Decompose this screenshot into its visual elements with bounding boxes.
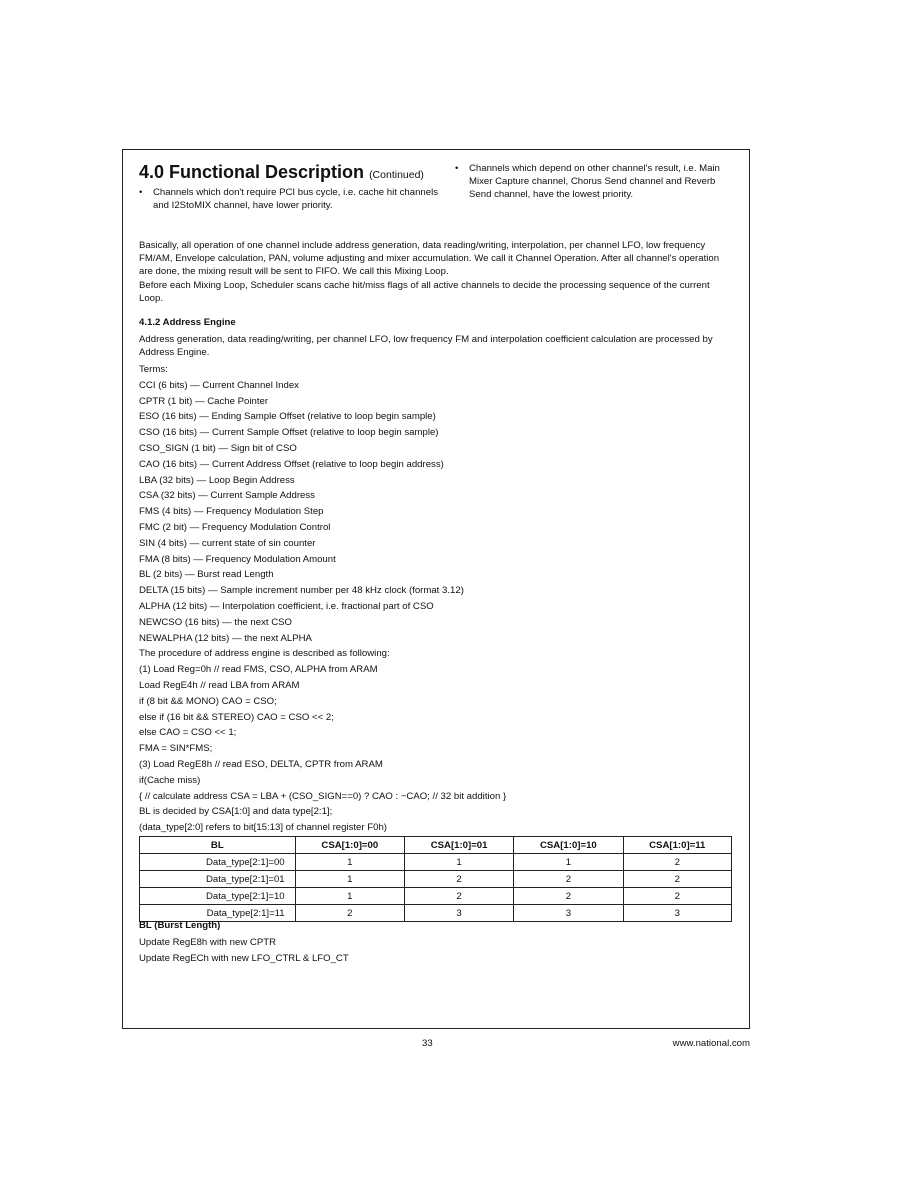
table-cell: Data_type[2:1]=00 [140,854,296,871]
text-line: Load RegE4h // read LBA from ARAM [139,679,300,691]
table-header: CSA[1:0]=11 [623,837,731,854]
table-cell: 1 [295,854,404,871]
text-line: FMS (4 bits) — Frequency Modulation Step [139,506,324,518]
table-cell: 2 [514,871,623,888]
text-line: CAO (16 bits) — Current Address Offset (relative to loop begin address) [139,458,444,470]
table-cell: 3 [404,905,513,922]
table-cell: 2 [295,905,404,922]
page-number: 33 [422,1038,433,1049]
text-line: Terms: [139,364,168,375]
table-header: BL [140,837,296,854]
table-row [140,871,732,888]
table-cell: 1 [295,888,404,905]
bullet-list-left [139,186,439,212]
bullet-item: • Channels which don't require PCI bus cycle, i.e. cache hit channels and I2StoMIX channel, have lower priority. [139,186,439,212]
text-line: BL is decided by CSA[1:0] and data type[2:1]; [139,806,333,818]
text-line: BL (2 bits) — Burst read Length [139,569,274,581]
burst-length-table [139,836,732,922]
post-table-list [139,935,349,967]
table-cell: 3 [623,905,731,922]
text-line: CCI (6 bits) — Current Channel Index [139,379,299,391]
text-line: CPTR (1 bit) — Cache Pointer [139,395,269,407]
table-cell: Data_type[2:1]=01 [140,871,296,888]
paragraph-mixing-loop: Before each Mixing Loop, Scheduler scans cache hit/miss flags of all active channels to decide the processing sequence of the current Loop. [139,280,710,305]
text-line: FMA (8 bits) — Frequency Modulation Amount [139,553,336,565]
text-line: CSO (16 bits) — Current Sample Offset (relative to loop begin sample) [139,427,439,439]
table-cell: 3 [514,905,623,922]
text-line: CSO_SIGN (1 bit) — Sign bit of CSO [139,442,297,454]
table-caption: BL (Burst Length) [139,920,221,931]
text-line: NEWCSO (16 bits) — the next CSO [139,616,293,628]
text-line: LBA (32 bits) — Loop Begin Address [139,474,295,486]
table-cell: 2 [623,888,731,905]
text-line: (1) Load Reg=0h // read FMS, CSO, ALPHA from ARAM [139,664,378,676]
text-line: Update RegE8h with new CPTR [139,937,277,948]
text-line: else if (16 bit && STEREO) CAO = CSO << 2; [139,711,334,723]
table-cell: 1 [404,854,513,871]
text-line: ESO (16 bits) — Ending Sample Offset (relative to loop begin sample) [139,411,436,423]
table-cell: 2 [404,888,513,905]
text-line: if (8 bit && MONO) CAO = CSO; [139,695,277,707]
text-line: FMC (2 bit) — Frequency Modulation Control [139,521,331,533]
text-line: (data_type[2:0] refers to bit[15:13] of channel register F0h) [139,822,387,834]
text-line: if(Cache miss) [139,774,201,786]
text-line: NEWALPHA (12 bits) — the next ALPHA [139,632,312,644]
table-row [140,905,732,922]
page-title: 4.0 Functional Description (Continued) [139,162,424,182]
section-heading: 4.1.2 Address Engine [139,317,236,328]
table-row [140,888,732,905]
table-header: CSA[1:0]=01 [404,837,513,854]
text-line: DELTA (15 bits) — Sample increment number per 48 kHz clock (format 3.12) [139,585,464,597]
table-cell: 2 [514,888,623,905]
table-cell: 2 [404,871,513,888]
text-line: SIN (4 bits) — current state of sin counter [139,537,316,549]
text-line: CSA (32 bits) — Current Sample Address [139,490,315,502]
table-cell: Data_type[2:1]=10 [140,888,296,905]
text-line: else CAO = CSO << 1; [139,727,237,739]
text-line: FMA = SIN*FMS; [139,743,213,755]
table-cell: Data_type[2:1]=11 [140,905,296,922]
bullet-item: • Channels which depend on other channel's result, i.e. Main Mixer Capture channel, Chorus Send channel and Reverb Send channel, have the lowest priority. [455,162,737,201]
table-cell: 1 [295,871,404,888]
text-line: The procedure of address engine is described as following: [139,648,390,660]
text-line: Update RegECh with new LFO_CTRL & LFO_CT [139,952,349,964]
table-cell: 2 [623,871,731,888]
table-cell: 1 [514,854,623,871]
terms-and-procedure-list [139,362,733,836]
table-header: CSA[1:0]=00 [295,837,404,854]
table-row [140,854,732,871]
table-cell: 2 [623,854,731,871]
text-line: { // calculate address CSA = LBA + (CSO_SIGN==0) ? CAO : −CAO; // 32 bit addition } [139,790,507,802]
text-line: (3) Load RegE8h // read ESO, DELTA, CPTR from ARAM [139,758,383,770]
text-line: ALPHA (12 bits) — Interpolation coefficient, i.e. fractional part of CSO [139,600,434,612]
website-link[interactable]: www.national.com [672,1038,750,1049]
paragraph-channel-operation: Basically, all operation of one channel include address generation, data reading/writing, interpolation, per channel LFO, low frequency FM/AM, Envelope calculation, PAN, volume adjusting and mixer accumulation. We call it Channel Operation. After all channel's operation are done, the mixing result will be sent to FIFO. We call this Mixing Loop. [139,240,720,278]
continued-label: (Continued) [369,169,424,181]
table-header: CSA[1:0]=10 [514,837,623,854]
table-header-row [140,837,732,854]
bullet-list-right [455,162,737,201]
section-description: Address generation, data reading/writing, per channel LFO, low frequency FM and interpolation coefficient calculation are processed by Address Engine. [139,334,713,359]
